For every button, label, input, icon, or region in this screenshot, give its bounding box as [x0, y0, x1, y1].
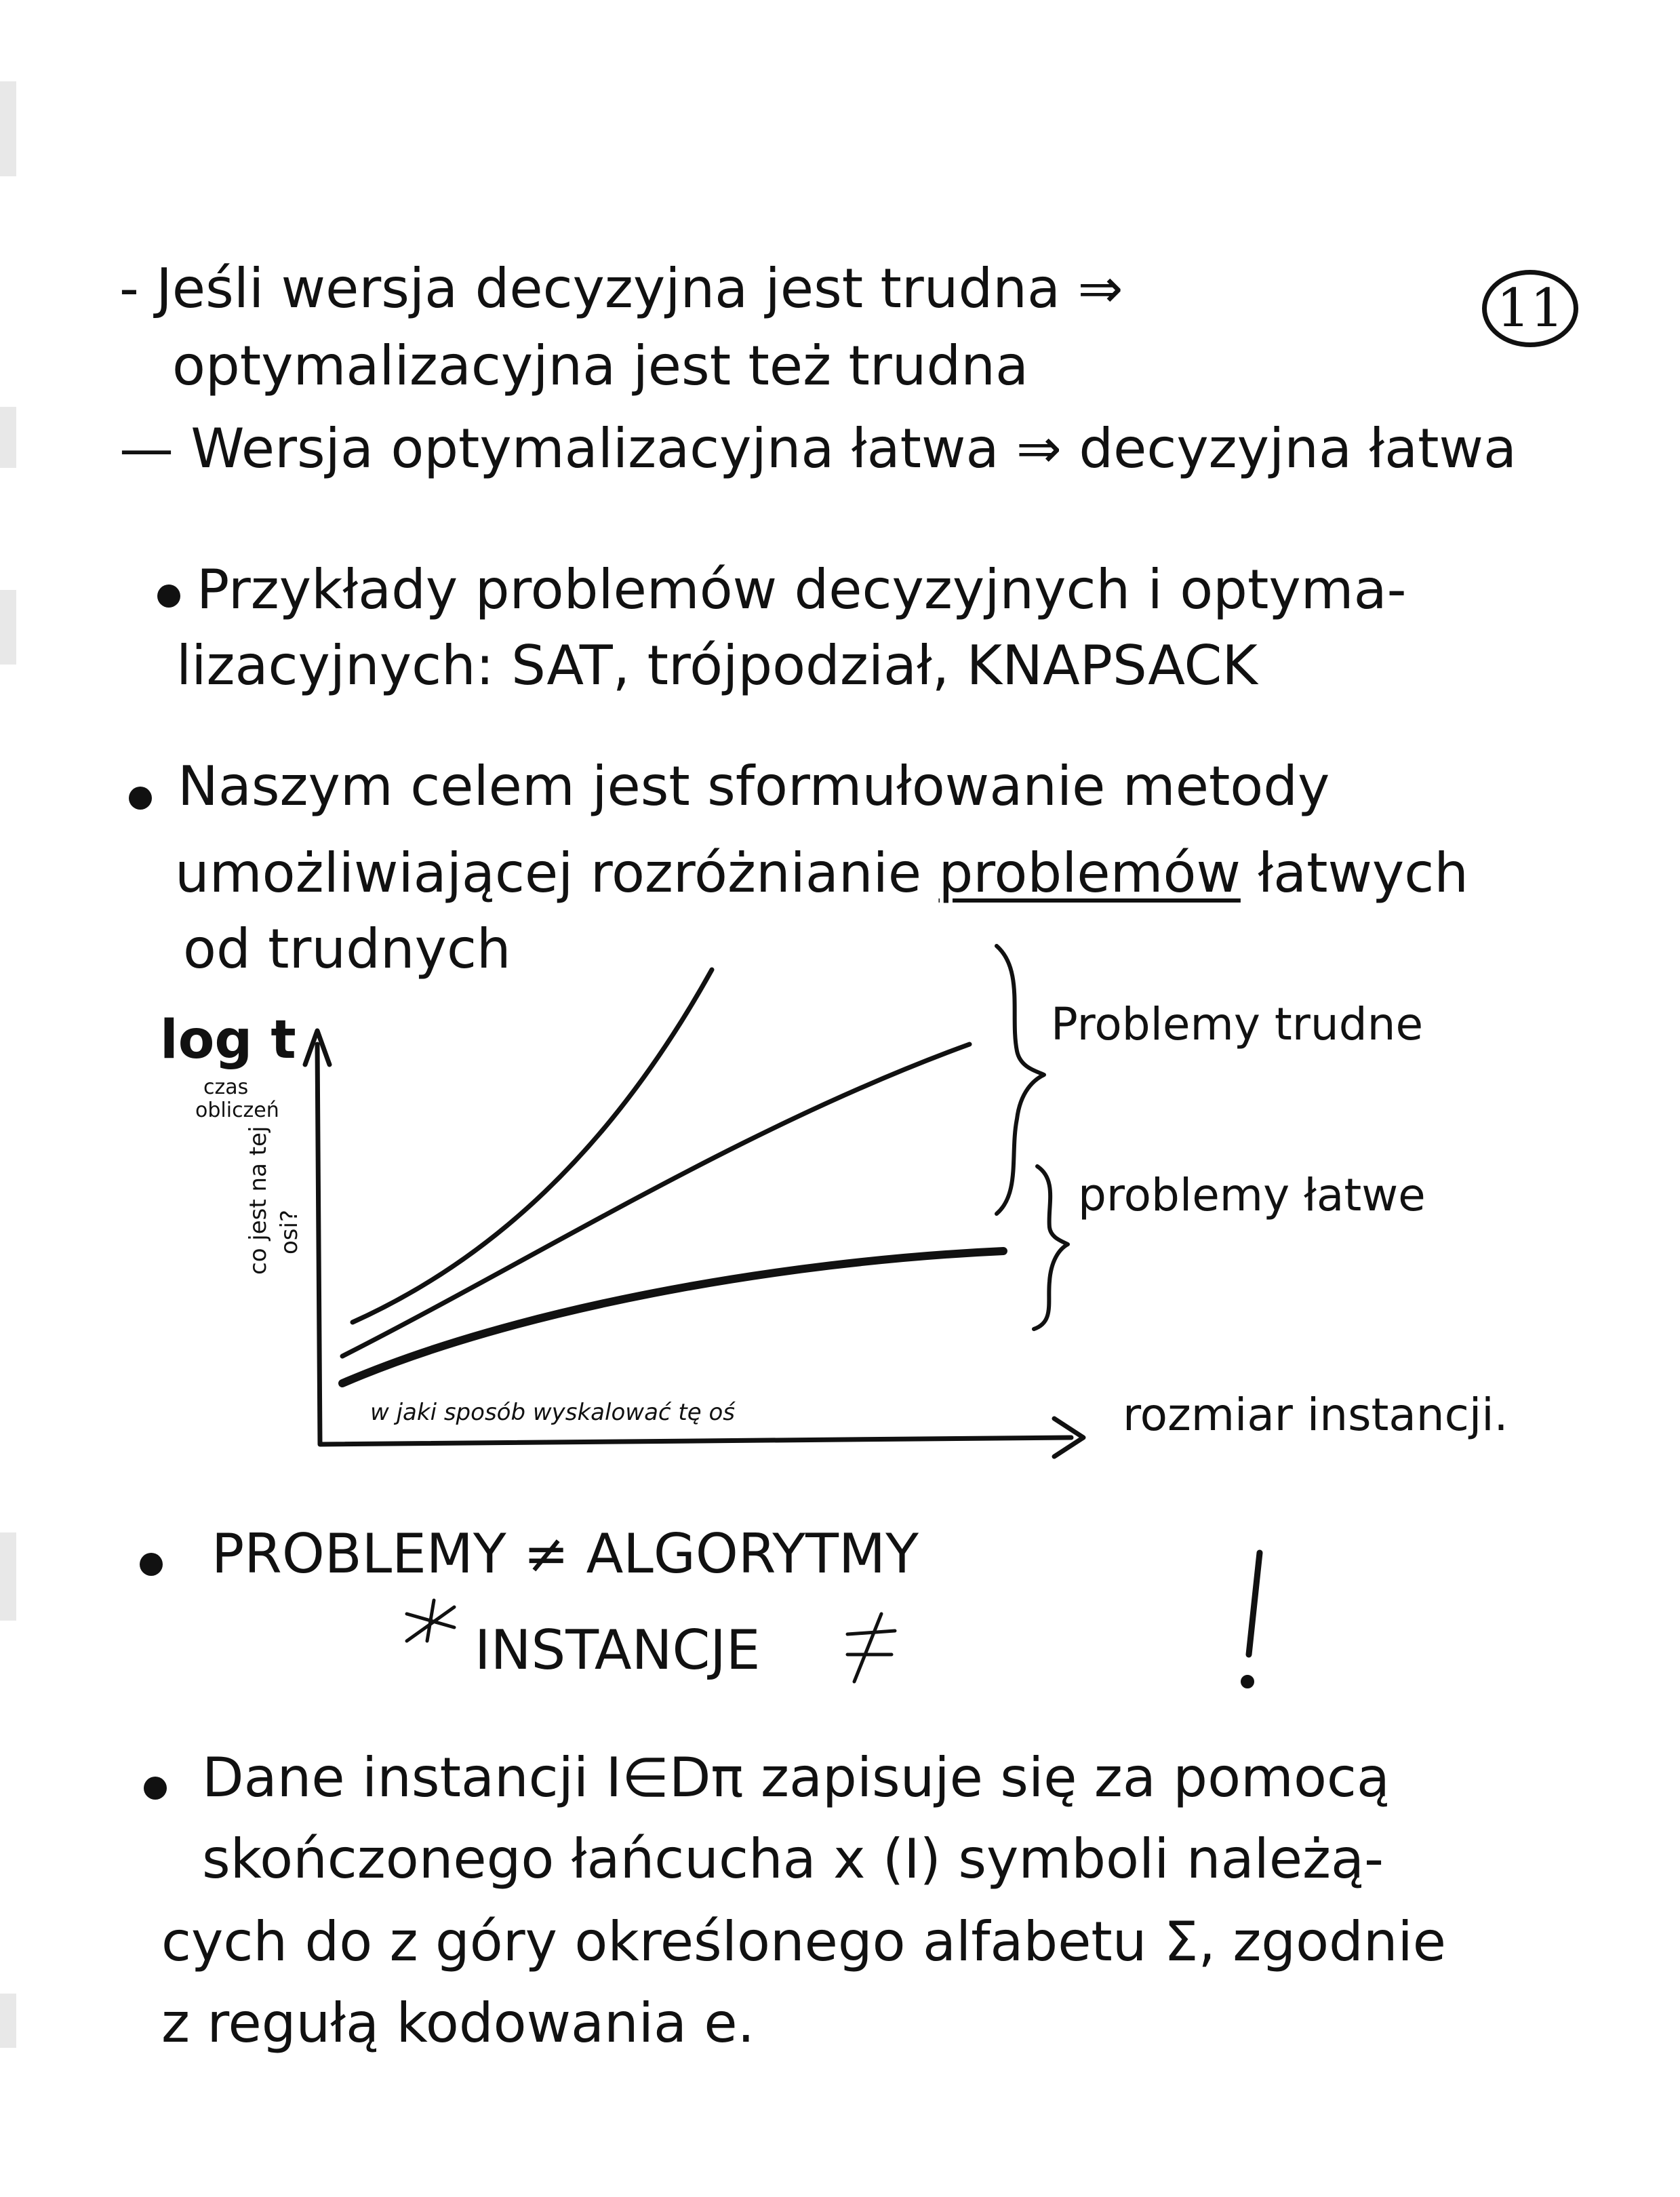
examples-line-1: Przykłady problemów decyzyjnych i optyma- — [197, 558, 1407, 621]
y-axis-note-2: osi? — [276, 1209, 303, 1254]
bullet-dot — [144, 1777, 167, 1800]
easy-problems-label: problemy łatwe — [1078, 1169, 1426, 1221]
x-axis-label: rozmiar instancji. — [1123, 1389, 1508, 1441]
data-line-1: Dane instancji I∈Dπ zapisuje się za pomocą — [202, 1746, 1390, 1809]
goal-line-1: Naszym celem jest sformułowanie metody — [178, 755, 1330, 818]
examples-line-2: lizacyjnych: SAT, trójpodział, KNAPSACK — [176, 634, 1258, 697]
page-number: 11 — [1482, 270, 1578, 347]
y-axis-note-1: co jest na tej — [245, 1126, 272, 1275]
goal-underlined-word: problemów — [938, 842, 1241, 905]
problems-vs-algorithms: PROBLEMY ≠ ALGORYTMY — [212, 1522, 919, 1585]
y-axis-label: log t — [160, 1010, 296, 1071]
brace-hard — [997, 946, 1044, 1214]
data-line-4: z regułą kodowania e. — [161, 1992, 755, 2055]
bullet-dot — [140, 1553, 163, 1576]
y-axis-sublabel-2: obliczeń — [195, 1098, 279, 1122]
hard-problems-label: Problemy trudne — [1051, 998, 1424, 1050]
x-axis-note: w jaki sposób wyskalować tę oś — [370, 1399, 735, 1426]
y-axis-sublabel-1: czas — [203, 1075, 249, 1099]
asterisk-left — [407, 1600, 454, 1641]
exclamation-dot — [1241, 1676, 1254, 1688]
note-line-2: optymalizacyjna jest też trudna — [172, 334, 1028, 397]
not-equal-mark-right — [847, 1614, 895, 1682]
instances-label: INSTANCJE — [475, 1619, 761, 1682]
curve-hard — [342, 1044, 969, 1356]
brace-easy — [1034, 1166, 1068, 1329]
curve-easy — [342, 1251, 1003, 1383]
data-line-3: cych do z góry określonego alfabetu Σ, zgodnie — [161, 1910, 1446, 1973]
note-line-3: — Wersja optymalizacyjna łatwa ⇒ decyzyjna łatwa — [119, 417, 1517, 480]
exclamation-stroke — [1249, 1553, 1260, 1655]
goal-line-2-end: łatwych — [1258, 842, 1468, 905]
goal-line-2-start: umożliwiającej rozróżnianie — [175, 842, 922, 905]
note-line-1: - Jeśli wersja decyzyjna jest trudna ⇒ — [119, 257, 1123, 320]
goal-line-3: od trudnych — [183, 917, 511, 981]
sketch-axes — [317, 1044, 1071, 1444]
data-line-2: skończonego łańcucha x (I) symboli należą- — [202, 1827, 1384, 1891]
curve-hard-steep — [353, 970, 712, 1322]
